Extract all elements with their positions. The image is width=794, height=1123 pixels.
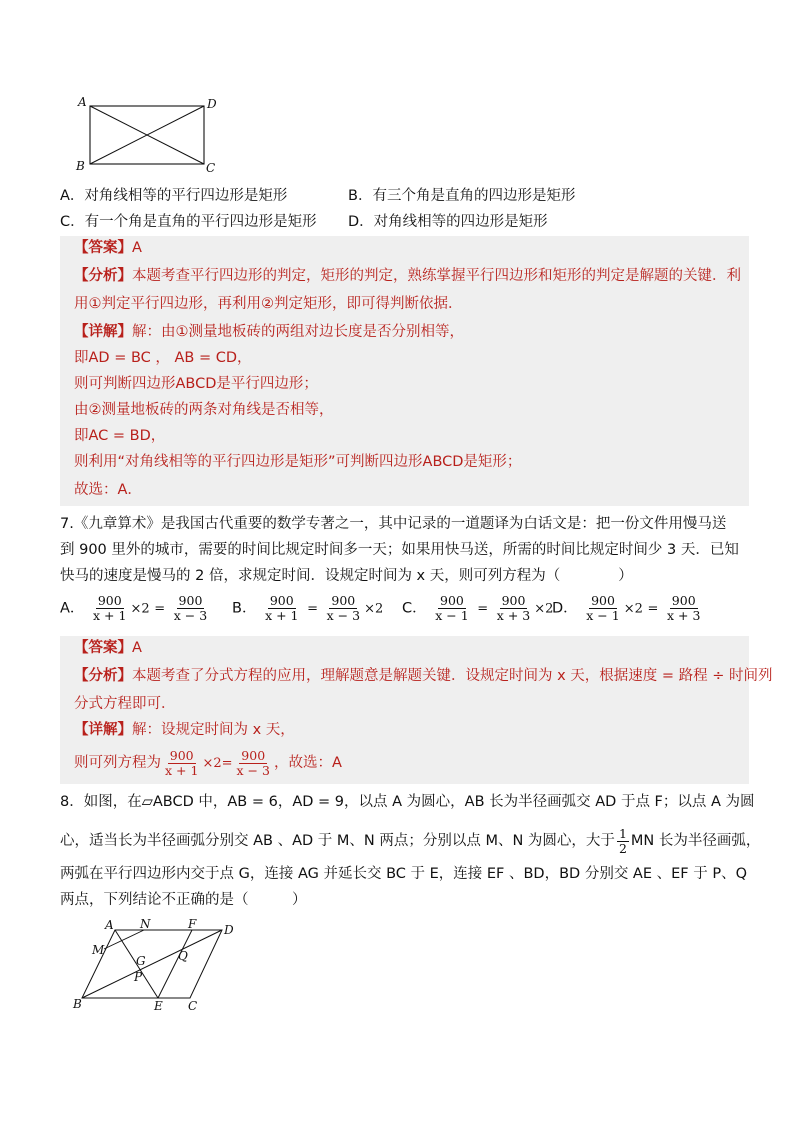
- q7-detail-line2: 则可列方程为 $\frac{900}{x + 1}$ ×2= $\frac{900}{x - 3}$ ，故选：A: [74, 747, 342, 778]
- q7-c-frac2: $\frac{900}{x + 3}$: [496, 593, 531, 623]
- q8-line1: 8．如图，在▱ABCD 中，AB = 6，AD = 9，以点 A 为圆心，AB 长为半径画弧交 AD 于点 F；以点 A 为圆: [60, 794, 755, 810]
- q6-analysis-tag: 【分析】: [74, 268, 132, 284]
- q6-detail-tag: 【详解】: [74, 324, 132, 340]
- q6-detail-line6: 则利用“对角线相等的平行四边形是矩形”可判断四边形ABCD是矩形；: [74, 454, 522, 470]
- q8-half-frac: $\frac{1}{2}$: [618, 825, 627, 856]
- q6-detail-line3: 则可判断四边形ABCD是平行四边形；: [74, 376, 318, 392]
- figure2-label-c: C: [188, 999, 198, 1013]
- parallelogram-figure: [70, 918, 240, 1016]
- q7-option-a-label: A．: [60, 600, 85, 617]
- q7-detail-line1: [74, 720, 295, 740]
- q8-line3: 两弧在平行四边形内交于点 G，连接 AG 并延长交 BC 于 E，连接 EF 、BD，BD 分别交 AE 、EF 于 P、Q: [60, 866, 747, 882]
- figure-label-c: C: [206, 161, 216, 175]
- figure2-label-e: E: [154, 999, 163, 1013]
- q6-analysis-line2: 用①判定平行四边形，再利用②判定矩形，即可得判断依据．: [74, 296, 463, 312]
- q6-answer-block: [60, 236, 749, 506]
- q7-detail-prefix: 则可列方程为: [74, 755, 161, 771]
- q6-analysis-line1: [74, 266, 741, 286]
- q7-a-frac2: $\frac{900}{x - 3}$: [173, 593, 208, 623]
- q7-option-a: A． $\frac{900}{x + 1}$ ×2 = $\frac{900}{x - 3}$: [60, 593, 208, 623]
- q7-a-frac1: $\frac{900}{x + 1}$: [93, 593, 127, 623]
- q7-line3: 快马的速度是慢马的 2 倍，求规定时间．设规定时间为 x 天，则可列方程为（ ）: [60, 568, 633, 584]
- q7-option-b-label: B．: [232, 600, 257, 617]
- q6-option-c: C．有一个角是直角的平行四边形是矩形: [60, 214, 317, 230]
- figure2-label-a: A: [105, 918, 114, 932]
- q7-detail-frac1: $\frac{900}{x + 1}$: [165, 747, 199, 778]
- q6-detail-line7: 故选：A．: [74, 482, 142, 498]
- figure-label-a: A: [78, 95, 87, 109]
- figure-label-b: B: [76, 159, 85, 173]
- q7-b-frac1: $\frac{900}{x + 1}$: [265, 593, 299, 623]
- q6-detail-line4: 由②测量地板砖的两条对角线是否相等，: [74, 402, 334, 418]
- q7-detail-text1: 解：设规定时间为 x 天，: [132, 722, 295, 738]
- q6-detail-line5: 即AC = BD，: [74, 428, 166, 444]
- q7-d-frac1: $\frac{900}{x - 1}$: [586, 593, 620, 623]
- q7-option-d-label: D．: [552, 600, 578, 617]
- q7-analysis-text1: 本题考查了分式方程的应用，理解题意是解题关键．设规定时间为 x 天，根据速度 = 路程 ÷ 时间列: [132, 668, 773, 684]
- figure2-label-d: D: [224, 923, 234, 937]
- q7-line1: 7.《九章算术》是我国古代重要的数学专著之一，其中记录的一道题译为白话文是：把一份文件用慢马送: [60, 516, 727, 532]
- q8-line4: 两点，下列结论不正确的是（ ）: [60, 892, 307, 908]
- q7-c-frac1: $\frac{900}{x - 1}$: [435, 593, 469, 623]
- figure2-label-m: M: [92, 943, 105, 957]
- q8-line2a: 心，适当长为半径画弧分别交 AB 、AD 于 M、N 两点；分别以点 M、N 为圆心，大于: [60, 833, 615, 849]
- q7-answer-tag: 【答案】: [74, 640, 132, 656]
- rectangle-figure: [74, 94, 224, 176]
- q7-d-frac2: $\frac{900}{x + 3}$: [667, 593, 701, 623]
- q7-option-d: D． $\frac{900}{x - 1}$ ×2 = $\frac{900}{x + 3}$: [552, 593, 701, 623]
- q7-option-c: C． $\frac{900}{x - 1}$ = $\frac{900}{x + 3}$ ×2: [402, 593, 554, 623]
- q6-analysis-text1: 本题考查平行四边形的判定，矩形的判定，熟练掌握平行四边形和矩形的判定是解题的关键．利: [132, 268, 741, 284]
- q7-option-c-label: C．: [402, 600, 427, 617]
- q7-option-b: B． $\frac{900}{x + 1}$ = $\frac{900}{x - 3}$ ×2: [232, 593, 384, 623]
- q6-detail-line2: 即AD = BC ， AB = CD，: [74, 350, 252, 366]
- figure2-label-n: N: [140, 918, 151, 931]
- q6-option-a: A．对角线相等的平行四边形是矩形: [60, 188, 288, 204]
- q6-answer-value: A: [132, 240, 142, 256]
- q7-analysis-line1: [74, 666, 773, 686]
- q6-option-b: B．有三个角是直角的四边形是矩形: [348, 188, 576, 204]
- figure2-label-g: G: [136, 954, 146, 968]
- q7-answer-line: [74, 638, 142, 658]
- q6-answer-line: [74, 238, 142, 258]
- q7-answer-value: A: [132, 640, 142, 656]
- q7-b-frac2: $\frac{900}{x - 3}$: [326, 593, 361, 623]
- figure2-label-p: P: [134, 970, 143, 984]
- figure2-label-b: B: [73, 997, 82, 1011]
- q7-detail-frac2: $\frac{900}{x - 3}$: [236, 747, 270, 778]
- q7-analysis-tag: 【分析】: [74, 668, 132, 684]
- q7-answer-block: [60, 636, 773, 784]
- figure-label-d: D: [207, 97, 217, 111]
- q7-line2: 到 900 里外的城市，需要的时间比规定时间多一天；如果用快马送，所需的时间比规定时间少 3 天．已知: [60, 542, 739, 558]
- q6-detail-line1: [74, 322, 464, 342]
- q7-analysis-line2: 分式方程即可．: [74, 696, 176, 712]
- q8-line2: [60, 824, 760, 858]
- q6-detail-text1: 解：由①测量地板砖的两组对边长度是否分别相等，: [132, 324, 464, 340]
- q6-option-d: D．对角线相等的四边形是矩形: [348, 214, 548, 230]
- q7-detail-suffix: ，故选：A: [273, 755, 342, 771]
- q6-answer-tag: 【答案】: [74, 240, 132, 256]
- q7-detail-tag: 【详解】: [74, 722, 132, 738]
- figure2-label-q: Q: [178, 949, 188, 963]
- q8-line2b: MN 长为半径画弧，: [630, 833, 761, 849]
- figure2-label-f: F: [188, 918, 197, 931]
